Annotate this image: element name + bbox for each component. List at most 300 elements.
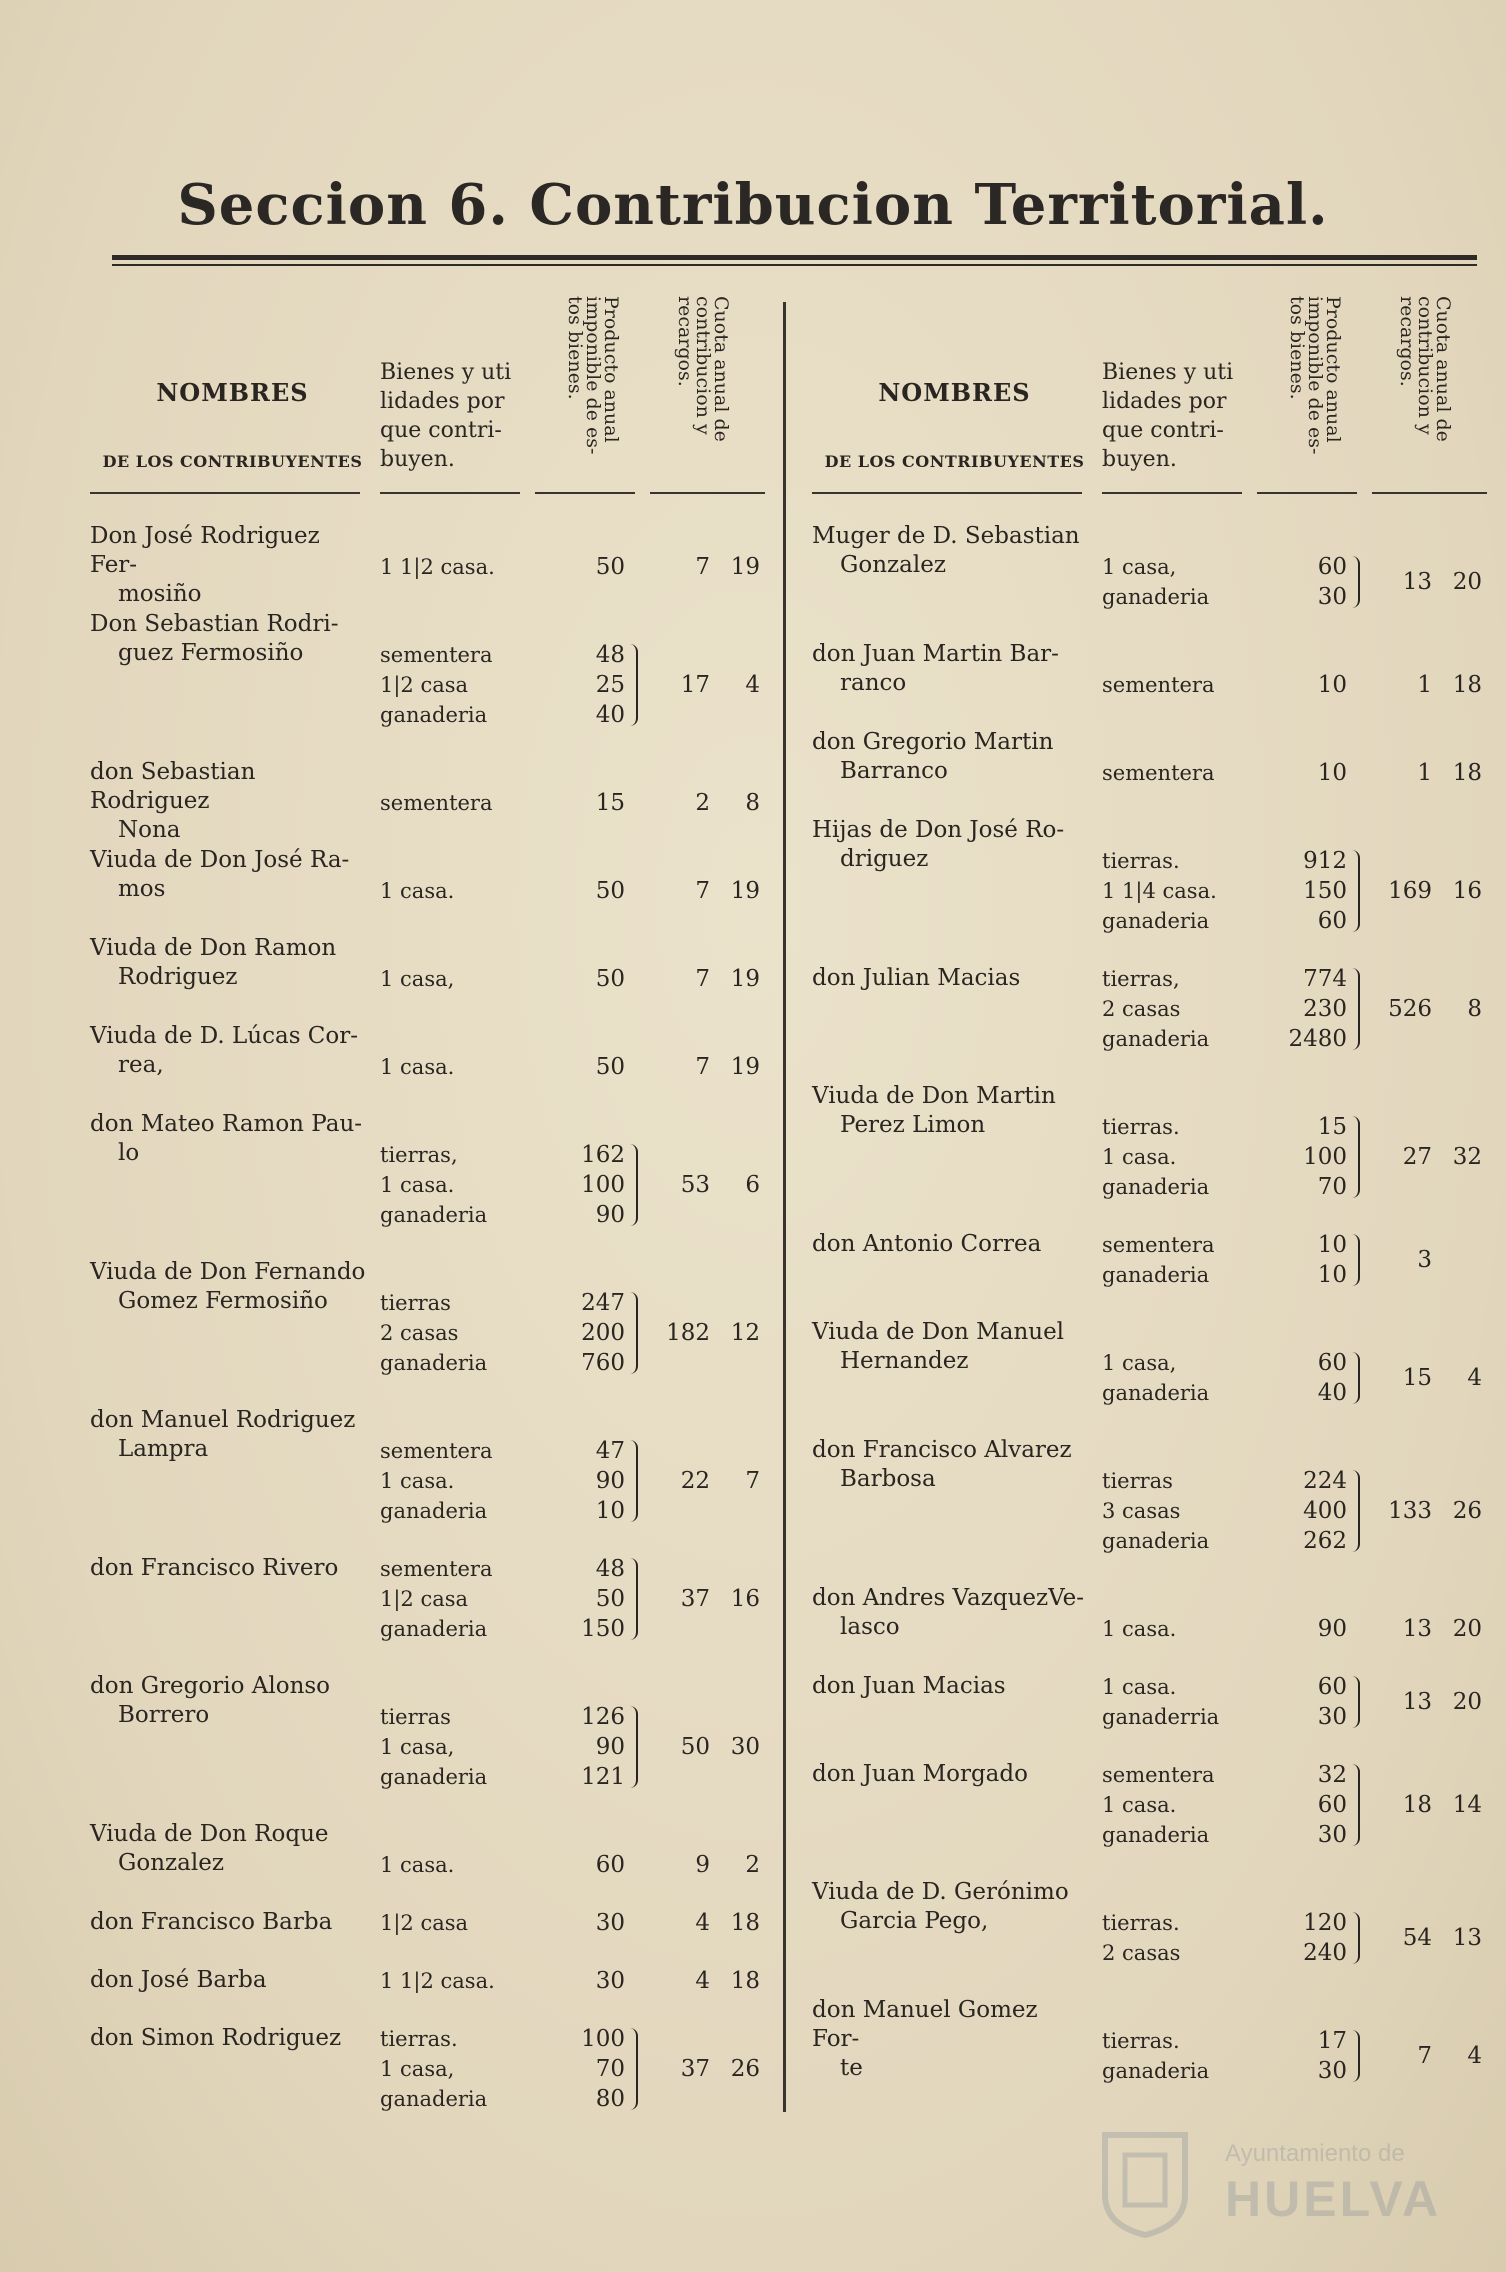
annual-product <box>545 1052 625 1082</box>
bracket <box>1350 850 1360 932</box>
contributor-name <box>90 1966 370 1995</box>
property-items <box>380 552 530 582</box>
name-line: don Antonio Correa <box>812 1231 1042 1257</box>
name-line: Viuda de Don José Ra- <box>90 847 350 873</box>
property-items <box>380 1436 530 1526</box>
name-line: don Juan Macias <box>812 1673 1006 1699</box>
product-value: 70 <box>595 2056 625 2082</box>
product-value: 48 <box>595 642 625 668</box>
table-header <box>812 296 1502 496</box>
tax-reales: 13 <box>1402 569 1432 595</box>
right-column <box>812 296 1502 2146</box>
property-items <box>380 1850 530 1880</box>
bracket <box>1350 968 1360 1050</box>
property-item: 1|2 casa <box>380 1587 469 1611</box>
property-item: tierras. <box>1102 1115 1180 1139</box>
header-producto: Producto anual imponible de es- tos bienes. <box>1286 296 1344 455</box>
property-items <box>1102 1672 1252 1732</box>
product-value: 10 <box>1317 1262 1347 1288</box>
property-item: sementera <box>1102 1763 1215 1787</box>
tax-reales: 1 <box>1417 672 1432 698</box>
bracket <box>628 1144 638 1226</box>
property-item: 1 casa, <box>380 1735 455 1759</box>
property-item: 1 casa. <box>380 1055 455 1079</box>
product-value: 100 <box>1303 1144 1347 1170</box>
property-item: ganaderia <box>380 1499 488 1523</box>
header-rule <box>90 492 360 494</box>
property-items <box>380 964 530 994</box>
name-line: lo <box>118 1140 140 1166</box>
name-line: driguez <box>840 846 929 872</box>
name-line: te <box>840 2055 863 2081</box>
list-item <box>812 1230 1502 1290</box>
property-item: ganaderia <box>1102 909 1210 933</box>
tax-reales: 13 <box>1402 1689 1432 1715</box>
name-line: Hernandez <box>840 1348 969 1374</box>
name-line: Don Sebastian Rodri- <box>90 611 339 637</box>
property-item: ganaderia <box>1102 1529 1210 1553</box>
header-cuota: Cuota anual de contribucion y recargos. <box>1396 296 1454 442</box>
property-item: ganaderria <box>1102 1705 1220 1729</box>
tax-maravedis: 19 <box>730 1054 760 1080</box>
property-item: ganaderia <box>380 1351 488 1375</box>
list-item <box>812 1436 1502 1554</box>
name-line: don José Barba <box>90 1967 267 1993</box>
name-line: Viuda de D. Lúcas Cor- <box>90 1023 359 1049</box>
name-line: don Gregorio Martin <box>812 729 1054 755</box>
name-line: Barranco <box>840 758 948 784</box>
name-line: Gomez Fermosiño <box>118 1288 328 1314</box>
name-line: Viuda de Don Fernando <box>90 1259 366 1285</box>
property-item: ganaderia <box>380 703 488 727</box>
property-item: tierras. <box>1102 849 1180 873</box>
bracket <box>1350 1234 1360 1286</box>
product-value: 120 <box>1303 1910 1347 1936</box>
tax-reales: 18 <box>1402 1792 1432 1818</box>
property-item: tierras. <box>1102 2029 1180 2053</box>
property-items <box>380 1140 530 1230</box>
header-rule <box>1372 492 1487 494</box>
tax-maravedis: 8 <box>745 790 760 816</box>
annual-product <box>545 1850 625 1880</box>
annual-product <box>1267 1672 1347 1732</box>
property-item: 1 casa, <box>1102 1351 1177 1375</box>
property-items <box>380 788 530 818</box>
annual-tax <box>650 2054 760 2084</box>
property-item: 3 casas <box>1102 1499 1181 1523</box>
name-line: don Gregorio Alonso <box>90 1673 331 1699</box>
annual-product <box>545 640 625 730</box>
title-rule-thin <box>112 264 1477 266</box>
list-item <box>90 1110 780 1228</box>
contributor-name <box>812 728 1092 786</box>
product-value: 150 <box>1303 878 1347 904</box>
product-value: 400 <box>1303 1498 1347 1524</box>
product-value: 32 <box>1317 1762 1347 1788</box>
annual-tax <box>1372 758 1482 788</box>
header-rule <box>535 492 635 494</box>
product-value: 30 <box>1317 1822 1347 1848</box>
annual-product <box>545 1436 625 1526</box>
contributor-name <box>812 1996 1092 2083</box>
product-value: 100 <box>581 2026 625 2052</box>
watermark-line2: HUELVA <box>1225 2171 1442 2227</box>
property-item: 1 casa. <box>1102 1793 1177 1817</box>
name-line: Viuda de D. Gerónimo <box>812 1879 1069 1905</box>
tax-maravedis: 20 <box>1452 1689 1482 1715</box>
annual-product <box>1267 964 1347 1054</box>
tax-reales: 4 <box>695 1910 710 1936</box>
property-item: 1 1|4 casa. <box>1102 879 1217 903</box>
product-value: 60 <box>595 1852 625 1878</box>
tax-maravedis: 26 <box>1452 1498 1482 1524</box>
name-line: Gonzalez <box>118 1850 224 1876</box>
tax-maravedis: 30 <box>730 1734 760 1760</box>
page-title: Seccion 6. Contribucion Territorial. <box>177 172 1329 238</box>
name-line: mosiño <box>118 581 202 607</box>
header-rule <box>1102 492 1242 494</box>
bracket <box>628 1292 638 1374</box>
contributor-name <box>812 1878 1092 1936</box>
annual-tax <box>1372 1923 1482 1953</box>
name-line: don Francisco Rivero <box>90 1555 339 1581</box>
name-line: Muger de D. Sebastian <box>812 523 1080 549</box>
annual-tax <box>1372 1790 1482 1820</box>
list-item <box>812 1878 1502 1966</box>
name-line: don Julian Macias <box>812 965 1021 991</box>
tax-reales: 7 <box>1417 2043 1432 2069</box>
annual-tax <box>1372 1496 1482 1526</box>
product-value: 30 <box>595 1968 625 1994</box>
tax-reales: 7 <box>695 966 710 992</box>
product-value: 30 <box>1317 1704 1347 1730</box>
product-value: 15 <box>595 790 625 816</box>
list-item <box>812 1318 1502 1406</box>
product-value: 121 <box>581 1764 625 1790</box>
contributor-name <box>812 1230 1092 1259</box>
property-items <box>1102 2026 1252 2086</box>
contributor-name <box>90 1258 370 1316</box>
tax-reales: 37 <box>680 1586 710 1612</box>
product-value: 10 <box>595 1498 625 1524</box>
list-item <box>90 1908 780 1938</box>
product-value: 90 <box>595 1202 625 1228</box>
tax-maravedis: 18 <box>1452 672 1482 698</box>
annual-product <box>545 552 625 582</box>
bracket <box>1350 1764 1360 1846</box>
annual-product <box>1267 1760 1347 1850</box>
product-value: 40 <box>595 702 625 728</box>
property-item: 1 casa. <box>380 1853 455 1877</box>
tax-maravedis: 7 <box>745 1468 760 1494</box>
property-item: ganaderia <box>380 1203 488 1227</box>
tax-reales: 27 <box>1402 1144 1432 1170</box>
annual-tax <box>650 1850 760 1880</box>
product-value: 60 <box>1317 1674 1347 1700</box>
annual-tax <box>1372 1245 1482 1275</box>
property-item: ganaderia <box>1102 1027 1210 1051</box>
contributor-name <box>90 522 370 609</box>
annual-tax <box>650 670 760 700</box>
annual-product <box>1267 1466 1347 1556</box>
product-value: 90 <box>1317 1616 1347 1642</box>
annual-tax <box>1372 1142 1482 1172</box>
tax-maravedis: 18 <box>1452 760 1482 786</box>
bracket <box>1350 1676 1360 1728</box>
annual-product <box>545 788 625 818</box>
annual-product <box>1267 552 1347 612</box>
tax-maravedis: 20 <box>1452 1616 1482 1642</box>
contributor-name <box>812 964 1092 993</box>
product-value: 80 <box>595 2086 625 2112</box>
property-item: ganaderia <box>1102 1381 1210 1405</box>
list-item <box>90 2024 780 2114</box>
property-item: 1|2 casa <box>380 673 469 697</box>
bracket <box>628 1706 638 1788</box>
annual-product <box>545 1140 625 1230</box>
property-items <box>380 640 530 730</box>
annual-product <box>545 1908 625 1938</box>
property-item: tierras <box>380 1291 451 1315</box>
tax-maravedis: 20 <box>1452 569 1482 595</box>
name-line: don Manuel Rodriguez <box>90 1407 356 1433</box>
name-line: Garcia Pego, <box>840 1908 989 1934</box>
header-producto: Producto anual imponible de es- tos bienes. <box>564 296 622 455</box>
property-item: tierras. <box>1102 1911 1180 1935</box>
product-value: 30 <box>1317 2058 1347 2084</box>
product-value: 10 <box>1317 672 1347 698</box>
bracket <box>1350 2030 1360 2082</box>
list-item <box>812 640 1502 700</box>
list-item <box>812 1082 1502 1200</box>
property-item: tierras, <box>380 1143 458 1167</box>
list-item <box>812 1996 1502 2084</box>
tax-maravedis: 19 <box>730 878 760 904</box>
tax-maravedis: 14 <box>1452 1792 1482 1818</box>
product-value: 17 <box>1317 2028 1347 2054</box>
annual-product <box>545 876 625 906</box>
tax-maravedis: 16 <box>1452 878 1482 904</box>
name-line: Perez Limon <box>840 1112 986 1138</box>
contributor-name <box>812 1584 1092 1642</box>
column-divider <box>783 302 786 2112</box>
tax-maravedis: 19 <box>730 554 760 580</box>
product-value: 100 <box>581 1172 625 1198</box>
bracket <box>1350 1912 1360 1964</box>
list-item <box>90 1022 780 1082</box>
contributor-name <box>90 610 370 668</box>
product-value: 40 <box>1317 1380 1347 1406</box>
list-item <box>90 1820 780 1880</box>
list-item <box>812 1760 1502 1850</box>
contributor-name <box>812 1436 1092 1494</box>
product-value: 760 <box>581 1350 625 1376</box>
tax-maravedis: 19 <box>730 966 760 992</box>
property-item: sementera <box>380 1557 493 1581</box>
product-value: 162 <box>581 1142 625 1168</box>
name-line: mos <box>118 876 166 902</box>
product-value: 200 <box>581 1320 625 1346</box>
annual-product <box>1267 670 1347 700</box>
header-names-sub: DE LOS CONTRIBUYENTES <box>102 452 363 471</box>
annual-tax <box>650 964 760 994</box>
property-item: 1 casa, <box>380 2057 455 2081</box>
tax-reales: 2 <box>695 790 710 816</box>
annual-tax <box>650 1052 760 1082</box>
tax-reales: 169 <box>1388 878 1432 904</box>
tax-maravedis: 2 <box>745 1852 760 1878</box>
property-item: ganaderia <box>380 2087 488 2111</box>
annual-tax <box>650 1908 760 1938</box>
product-value: 25 <box>595 672 625 698</box>
annual-tax <box>650 552 760 582</box>
contributor-name <box>812 816 1092 874</box>
product-value: 230 <box>1303 996 1347 1022</box>
tax-reales: 9 <box>695 1852 710 1878</box>
contributor-name <box>812 1760 1092 1789</box>
name-line: don Mateo Ramon Pau- <box>90 1111 363 1137</box>
property-items <box>1102 1614 1252 1644</box>
watermark <box>1100 2130 1440 2240</box>
contributor-name <box>90 1406 370 1464</box>
product-value: 30 <box>1317 584 1347 610</box>
watermark-line1: Ayuntamiento de <box>1225 2140 1405 2167</box>
contributor-name <box>812 1318 1092 1376</box>
property-item: 1 1|2 casa. <box>380 1969 495 1993</box>
bracket <box>1350 1116 1360 1198</box>
property-item: tierras <box>1102 1469 1173 1493</box>
list-item <box>90 1554 780 1644</box>
property-item: 2 casas <box>1102 997 1181 1021</box>
bracket <box>628 1440 638 1522</box>
property-items <box>1102 1908 1252 1968</box>
list-item <box>90 1966 780 1996</box>
name-line: Hijas de Don José Ro- <box>812 817 1065 843</box>
annual-tax <box>650 788 760 818</box>
annual-tax <box>650 876 760 906</box>
property-item: ganaderia <box>380 1765 488 1789</box>
property-item: sementera <box>1102 761 1215 785</box>
contributor-name <box>90 1554 370 1583</box>
header-cuota: Cuota anual de contribucion y recargos. <box>674 296 732 442</box>
list-item <box>812 728 1502 788</box>
property-items <box>380 2024 530 2114</box>
tax-reales: 37 <box>680 2056 710 2082</box>
product-value: 247 <box>581 1290 625 1316</box>
bracket <box>628 2028 638 2110</box>
property-item: sementera <box>1102 1233 1215 1257</box>
product-value: 912 <box>1303 848 1347 874</box>
property-items <box>380 1052 530 1082</box>
property-item: 1 casa. <box>1102 1617 1177 1641</box>
tax-reales: 526 <box>1388 996 1432 1022</box>
property-item: sementera <box>1102 673 1215 697</box>
contributor-name <box>90 1672 370 1730</box>
tax-maravedis: 26 <box>730 2056 760 2082</box>
list-item <box>90 610 780 728</box>
tax-reales: 54 <box>1402 1925 1432 1951</box>
name-line: ranco <box>840 670 907 696</box>
bracket <box>1350 556 1360 608</box>
tax-reales: 182 <box>666 1320 710 1346</box>
annual-product <box>1267 1908 1347 1968</box>
name-line: Don José Rodriguez Fer- <box>90 523 320 578</box>
name-line: Rodriguez <box>118 964 238 990</box>
product-value: 60 <box>1317 908 1347 934</box>
annual-product <box>545 1288 625 1378</box>
tax-maravedis: 4 <box>745 672 760 698</box>
bracket <box>628 644 638 726</box>
name-line: don Juan Martin Bar- <box>812 641 1059 667</box>
header-rule <box>650 492 765 494</box>
contributor-name <box>90 1022 370 1080</box>
tax-maravedis: 4 <box>1467 2043 1482 2069</box>
product-value: 50 <box>595 966 625 992</box>
contributor-name <box>90 1908 370 1937</box>
tax-maravedis: 18 <box>730 1968 760 1994</box>
list-item <box>812 816 1502 934</box>
tax-reales: 1 <box>1417 760 1432 786</box>
annual-product <box>545 964 625 994</box>
property-item: 1 casa, <box>380 967 455 991</box>
contributor-name <box>90 758 370 845</box>
product-value: 47 <box>595 1438 625 1464</box>
annual-tax <box>1372 2041 1482 2071</box>
property-items <box>1102 670 1252 700</box>
property-item: sementera <box>380 791 493 815</box>
property-item: 2 casas <box>380 1321 459 1345</box>
table-header <box>90 296 780 496</box>
property-item: ganaderia <box>380 1617 488 1641</box>
title-rule-thick <box>112 255 1477 260</box>
header-rule <box>1257 492 1357 494</box>
property-item: 1 casa. <box>380 879 455 903</box>
property-items <box>380 1908 530 1938</box>
tax-maravedis: 4 <box>1467 1365 1482 1391</box>
annual-product <box>545 2024 625 2114</box>
product-value: 240 <box>1303 1940 1347 1966</box>
tax-reales: 7 <box>695 878 710 904</box>
property-item: tierras. <box>380 2027 458 2051</box>
annual-product <box>1267 2026 1347 2086</box>
annual-tax <box>650 1318 760 1348</box>
annual-tax <box>1372 1614 1482 1644</box>
name-line: don Simon Rodriguez <box>90 2025 342 2051</box>
annual-product <box>1267 1112 1347 1202</box>
property-items <box>1102 1230 1252 1290</box>
shield-icon <box>1100 2130 1190 2240</box>
product-value: 150 <box>581 1616 625 1642</box>
name-line: Borrero <box>118 1702 210 1728</box>
name-line: Viuda de Don Roque <box>90 1821 329 1847</box>
property-items <box>1102 1348 1252 1408</box>
bracket <box>628 1558 638 1640</box>
name-line: Lampra <box>118 1436 209 1462</box>
name-line: Viuda de Don Martin <box>812 1083 1056 1109</box>
property-item: 2 casas <box>1102 1941 1181 1965</box>
tax-maravedis: 32 <box>1452 1144 1482 1170</box>
header-names: NOMBRES <box>878 378 1031 407</box>
contributor-name <box>812 1672 1092 1701</box>
name-line: Viuda de Don Ramon <box>90 935 337 961</box>
annual-product <box>1267 846 1347 936</box>
name-line: Nona <box>118 817 181 843</box>
tax-reales: 7 <box>695 554 710 580</box>
property-items <box>380 1554 530 1644</box>
annual-tax <box>1372 1687 1482 1717</box>
tax-maravedis: 12 <box>730 1320 760 1346</box>
product-value: 60 <box>1317 1792 1347 1818</box>
